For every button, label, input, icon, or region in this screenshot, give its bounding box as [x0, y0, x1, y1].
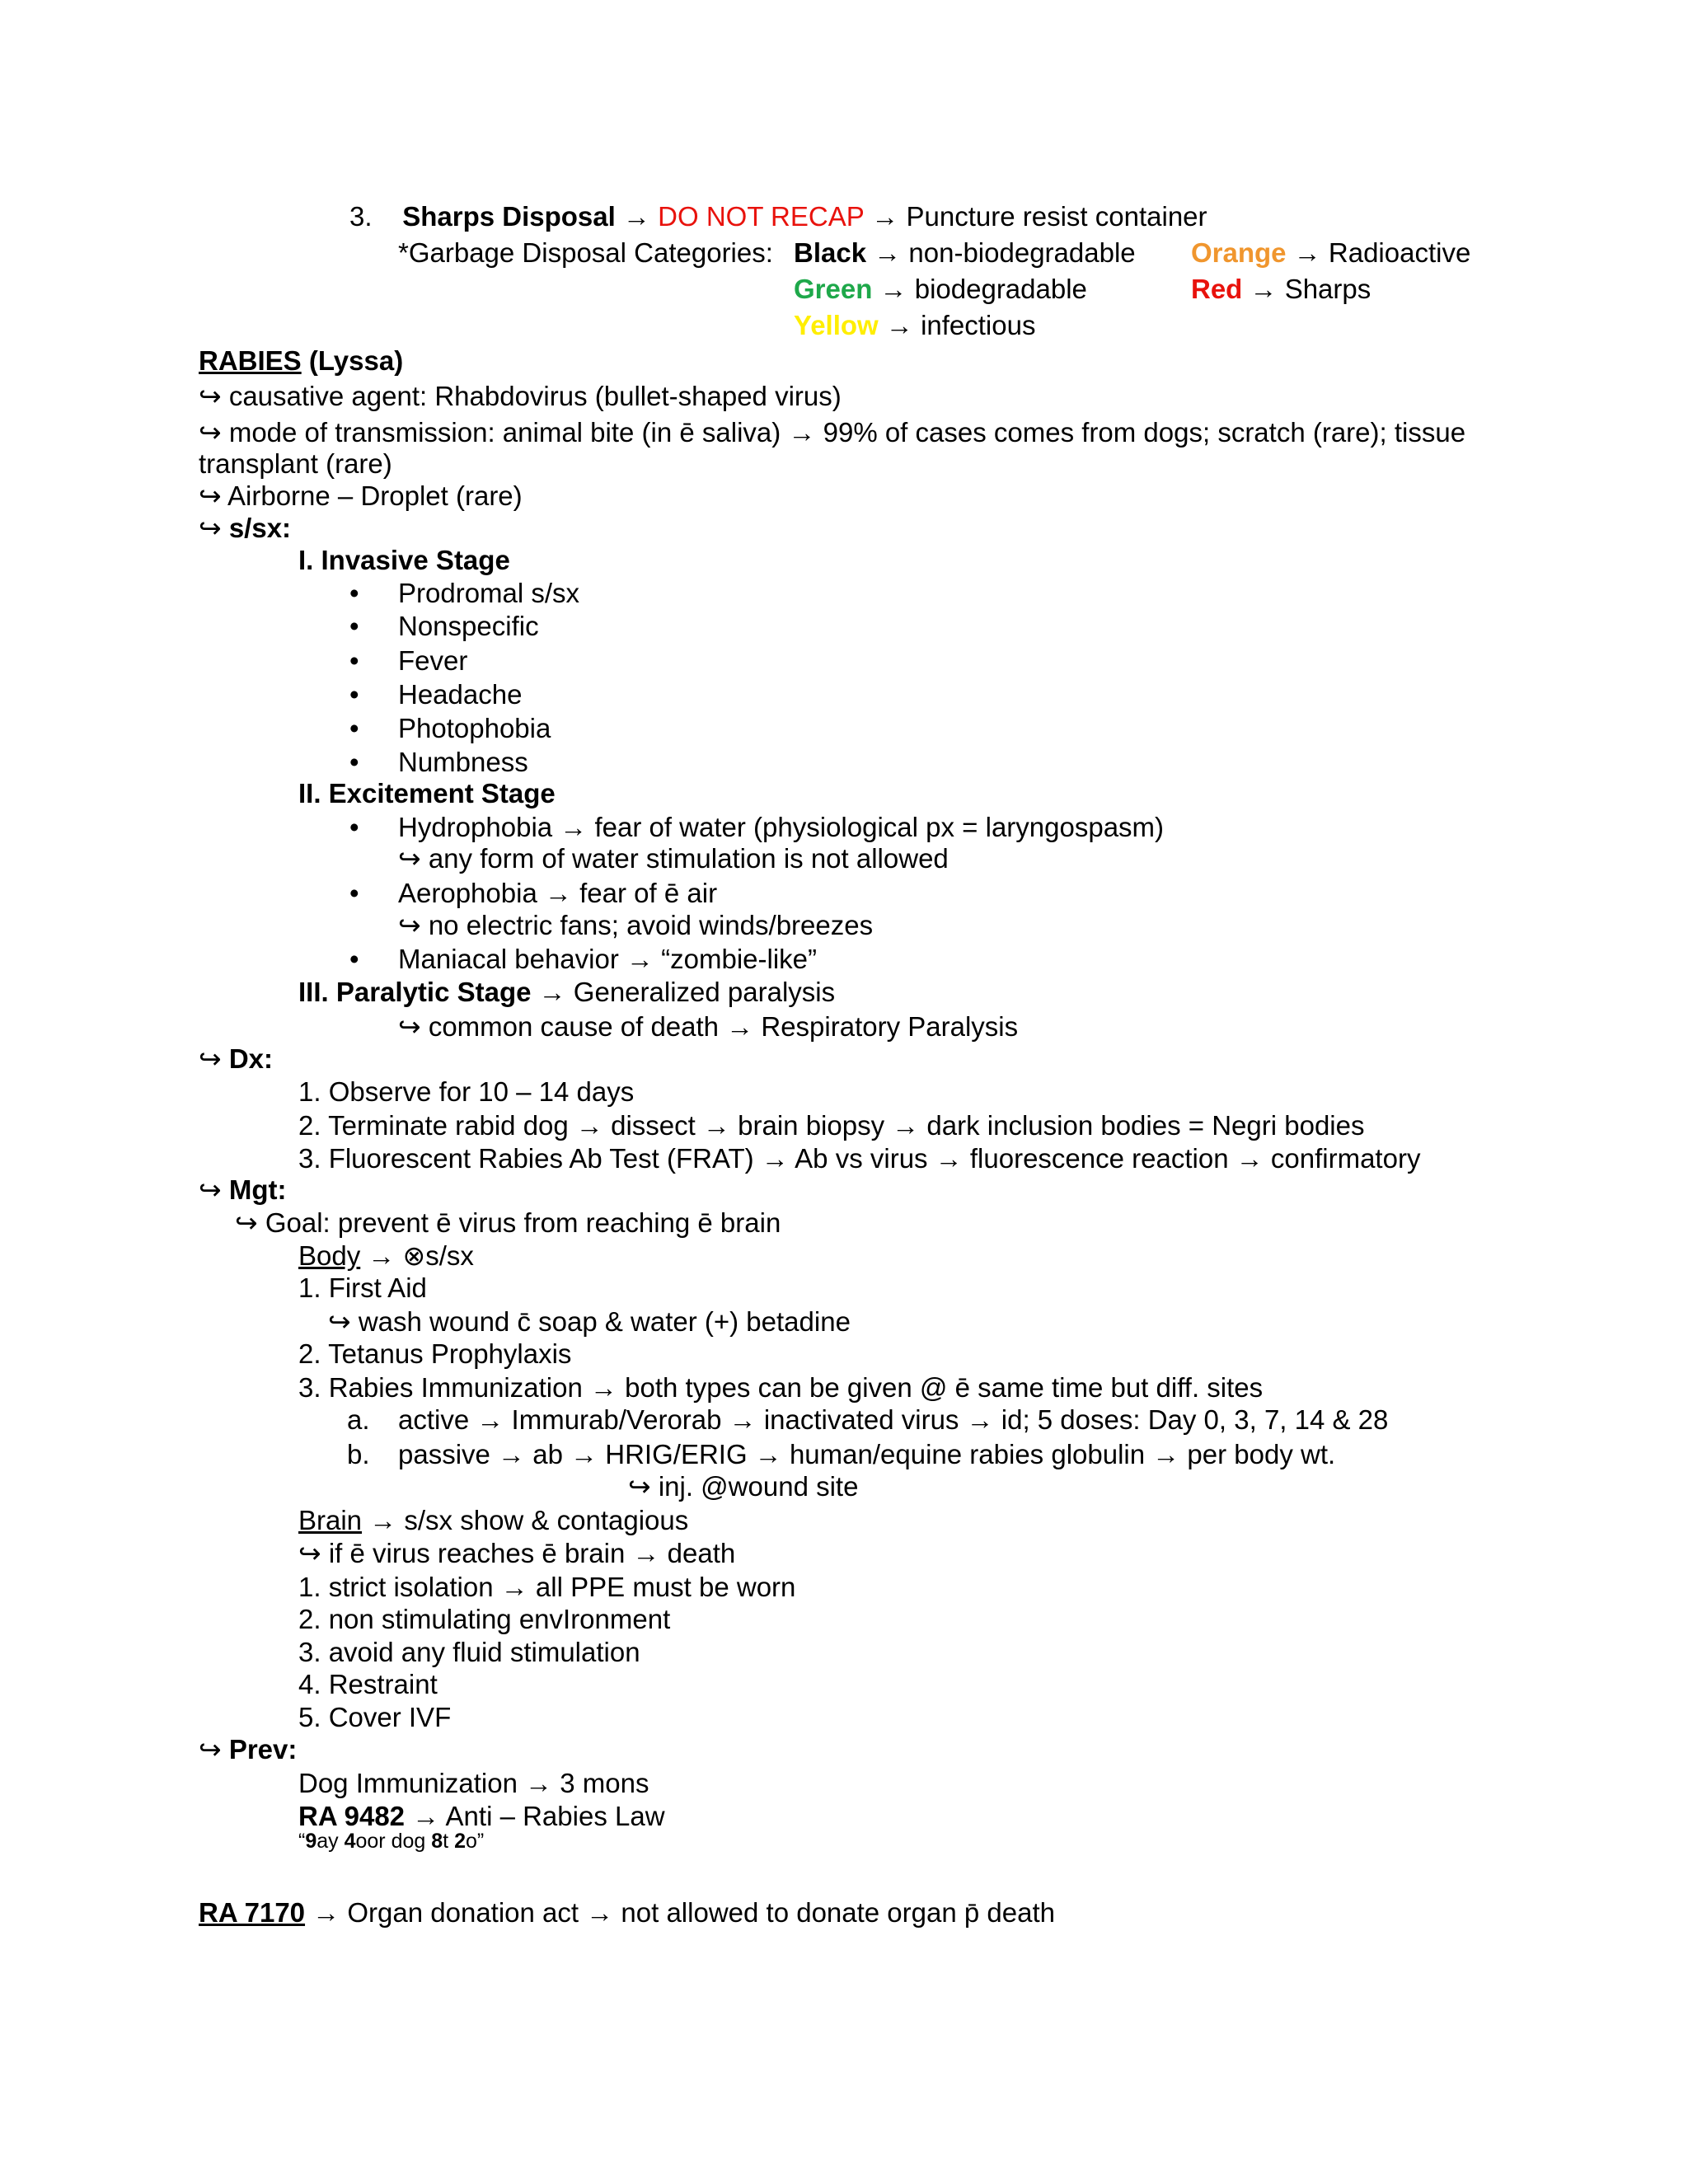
- hook-arrow-icon: ↪: [199, 1043, 222, 1074]
- hook-arrow-icon: ↪: [298, 1538, 321, 1568]
- brain-item: 3. avoid any fluid stimulation: [298, 1637, 640, 1667]
- ra-9482: RA 9482 → Anti – Rabies Law: [298, 1801, 665, 1831]
- maniacal: Maniacal behavior → “zombie-like”: [398, 944, 818, 974]
- aerophobia: Aerophobia → fear of ē air: [398, 878, 718, 908]
- hook-arrow-icon: ↪: [199, 1174, 222, 1205]
- stage3-sub: ↪ common cause of death → Respiratory Paralysis: [398, 1011, 1019, 1042]
- list-item: •: [349, 878, 359, 908]
- stage1-title: I. Invasive Stage: [298, 545, 510, 575]
- garbage-red: Red → Sharps: [1191, 274, 1372, 304]
- hook-arrow-icon: ↪: [328, 1306, 351, 1337]
- first-aid-sub: ↪ wash wound c̄ soap & water (+) betadine: [328, 1306, 851, 1337]
- list-item: •: [349, 645, 359, 676]
- list-item-text: Nonspecific: [398, 611, 539, 641]
- list-item-text: Prodromal s/sx: [398, 578, 580, 608]
- hook-arrow-icon: ↪: [199, 480, 222, 511]
- brain-item: 1. strict isolation → all PPE must be worn: [298, 1572, 796, 1602]
- dx-item: 1. Observe for 10 – 14 days: [298, 1076, 635, 1107]
- prev-label: ↪ Prev:: [199, 1734, 298, 1765]
- hook-arrow-icon: ↪: [398, 1011, 421, 1042]
- garbage-label: *Garbage Disposal Categories:: [398, 237, 773, 268]
- mgt-label: ↪ Mgt:: [199, 1174, 287, 1205]
- garbage-orange: Orange → Radioactive: [1191, 237, 1471, 268]
- ra-7170: RA 7170 → Organ donation act → not allowed to donate organ p̄ death: [199, 1897, 1055, 1928]
- goal: ↪ Goal: prevent ē virus from reaching ē brain: [235, 1207, 781, 1238]
- list-item: •: [349, 812, 359, 842]
- passive-sub: ↪ inj. @wound site: [628, 1471, 859, 1502]
- hydrophobia: Hydrophobia → fear of water (physiological px = laryngospasm): [398, 812, 1165, 842]
- garbage-yellow: Yellow → infectious: [794, 310, 1036, 340]
- immunization: 3. Rabies Immunization → both types can be given @ ē same time but diff. sites: [298, 1372, 1264, 1403]
- brain-item: 2. non stimulating envIronment: [298, 1604, 671, 1634]
- airborne: ↪ Airborne – Droplet (rare): [199, 480, 523, 511]
- hook-arrow-icon: ↪: [199, 417, 222, 448]
- dx-label: ↪ Dx:: [199, 1043, 274, 1074]
- list-item: •: [349, 944, 359, 974]
- sharps-line: 3. Sharps Disposal → DO NOT RECAP → Puncture resist container: [349, 201, 1207, 232]
- list-item-text: Numbness: [398, 747, 528, 777]
- passive-letter: b.: [347, 1439, 370, 1469]
- hook-arrow-icon: ↪: [398, 843, 421, 874]
- hydrophobia-sub: ↪ any form of water stimulation is not allowed: [398, 843, 949, 874]
- brain-heading: Brain → s/sx show & contagious: [298, 1505, 689, 1535]
- hook-arrow-icon: ↪: [199, 1734, 222, 1765]
- list-item: •: [349, 679, 359, 710]
- stage2-title: II. Excitement Stage: [298, 778, 556, 808]
- garbage-black: Black → non-biodegradable: [794, 237, 1136, 268]
- first-aid: 1. First Aid: [298, 1272, 427, 1303]
- causative-agent: ↪ causative agent: Rhabdovirus (bullet-shaped virus): [199, 381, 842, 411]
- dx-item: 3. Fluorescent Rabies Ab Test (FRAT) → Ab vs virus → fluorescence reaction → confirmatory: [298, 1143, 1421, 1174]
- list-item-text: Fever: [398, 645, 468, 676]
- dog-immunization: Dog Immunization → 3 mons: [298, 1768, 649, 1798]
- hook-arrow-icon: ↪: [235, 1207, 258, 1238]
- body-heading: Body → ⊗s/sx: [298, 1240, 474, 1271]
- list-item-text: Headache: [398, 679, 523, 710]
- garbage-green: Green → biodegradable: [794, 274, 1087, 304]
- passive-immunization: passive → ab → HRIG/ERIG → human/equine rabies globulin → per body wt.: [398, 1439, 1336, 1469]
- active-immunization: active → Immurab/Verorab → inactivated virus → id; 5 doses: Day 0, 3, 7, 14 & 28: [398, 1404, 1389, 1435]
- hook-arrow-icon: ↪: [628, 1471, 651, 1502]
- stage3-title: III. Paralytic Stage → Generalized paralysis: [298, 977, 836, 1007]
- transmission-line2: transplant (rare): [199, 448, 392, 479]
- list-item: •: [349, 611, 359, 641]
- list-item: •: [349, 578, 359, 608]
- aerophobia-sub: ↪ no electric fans; avoid winds/breezes: [398, 910, 874, 940]
- mnemonic: “9ay 4oor dog 8t 2o”: [298, 1830, 485, 1853]
- transmission-line1: ↪ mode of transmission: animal bite (in ē saliva) → 99% of cases comes from dogs; scratch (rare); tissue: [199, 417, 1466, 448]
- hook-arrow-icon: ↪: [199, 513, 222, 543]
- rabies-title: RABIES (Lyssa): [199, 345, 404, 376]
- brain-item: 4. Restraint: [298, 1669, 438, 1699]
- hook-arrow-icon: ↪: [398, 910, 421, 940]
- tetanus: 2. Tetanus Prophylaxis: [298, 1338, 572, 1369]
- active-letter: a.: [347, 1404, 370, 1435]
- ssx-label: ↪ s/sx:: [199, 513, 292, 543]
- brain-sub: ↪ if ē virus reaches ē brain → death: [298, 1538, 736, 1568]
- hook-arrow-icon: ↪: [199, 381, 222, 411]
- list-item: •: [349, 747, 359, 777]
- dx-item: 2. Terminate rabid dog → dissect → brain biopsy → dark inclusion bodies = Negri bodies: [298, 1110, 1365, 1141]
- list-item: •: [349, 713, 359, 743]
- list-item-text: Photophobia: [398, 713, 551, 743]
- brain-item: 5. Cover IVF: [298, 1702, 452, 1732]
